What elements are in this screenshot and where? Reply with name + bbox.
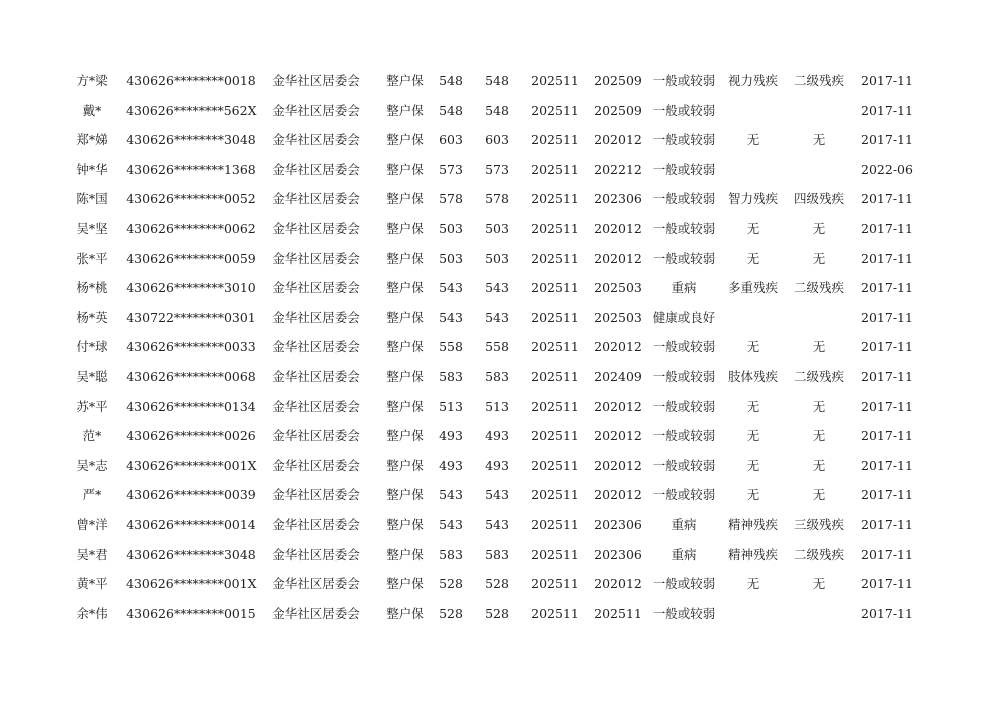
guarantee-type-cell: 整户保 <box>386 191 424 207</box>
period-cell: 202511 <box>531 102 579 118</box>
health-status-cell: 一般或较弱 <box>652 428 716 444</box>
start-period-cell: 202509 <box>594 102 642 118</box>
guarantee-type-cell: 整户保 <box>386 132 424 148</box>
start-period-cell: 202409 <box>594 369 642 384</box>
guarantee-type-cell: 整户保 <box>386 576 424 592</box>
guarantee-type-cell: 整户保 <box>386 102 424 118</box>
amount-cell: 558 <box>439 339 463 355</box>
id-number-cell: 430626********0134 <box>126 398 256 414</box>
disability-type-cell: 智力残疾 <box>727 191 778 207</box>
period-cell: 202511 <box>531 576 579 592</box>
name-cell: 方*梁 <box>76 73 108 88</box>
table-row <box>0 602 1000 626</box>
start-period-cell: 202012 <box>594 487 642 503</box>
amount-cell: 528 <box>439 605 463 621</box>
name-cell: 付*球 <box>76 339 108 355</box>
date-cell: 2017-11 <box>861 398 913 414</box>
health-status-cell: 一般或较弱 <box>652 161 716 177</box>
name-cell: 吴*坚 <box>76 221 108 236</box>
table-row <box>0 424 1000 448</box>
disability-level-cell: 二级残疾 <box>793 73 844 88</box>
id-number-cell: 430626********3048 <box>126 132 256 148</box>
disability-type-cell: 多重残疾 <box>727 280 778 296</box>
amount-total-cell: 528 <box>485 605 509 621</box>
disability-type-cell: 无 <box>746 428 760 444</box>
amount-total-cell: 548 <box>485 102 509 118</box>
period-cell: 202511 <box>531 339 579 355</box>
amount-total-cell: 583 <box>485 546 509 562</box>
disability-type-cell <box>723 306 783 330</box>
amount-cell: 513 <box>439 398 463 414</box>
disability-level-cell: 三级残疾 <box>793 517 844 532</box>
health-status-cell: 一般或较弱 <box>652 576 716 592</box>
table-row <box>0 365 1000 389</box>
period-cell: 202511 <box>531 517 579 532</box>
table-row <box>0 335 1000 359</box>
amount-cell: 548 <box>439 102 463 118</box>
id-number-cell: 430626********0014 <box>126 517 256 532</box>
community-cell: 金华社区居委会 <box>272 457 360 473</box>
date-cell: 2022-06 <box>861 161 913 177</box>
guarantee-type-cell: 整户保 <box>386 605 424 621</box>
community-cell: 金华社区居委会 <box>272 398 360 414</box>
health-status-cell: 一般或较弱 <box>652 221 716 236</box>
id-number-cell: 430626********0052 <box>126 191 256 207</box>
disability-type-cell: 无 <box>746 457 760 473</box>
disability-type-cell <box>723 99 783 123</box>
health-status-cell: 一般或较弱 <box>652 605 716 621</box>
disability-level-cell <box>788 306 850 330</box>
amount-total-cell: 548 <box>485 73 509 88</box>
name-cell: 陈*国 <box>76 191 108 207</box>
health-status-cell: 一般或较弱 <box>652 191 716 207</box>
amount-total-cell: 543 <box>485 517 509 532</box>
amount-total-cell: 603 <box>485 132 509 148</box>
amount-cell: 503 <box>439 250 463 266</box>
community-cell: 金华社区居委会 <box>272 546 360 562</box>
name-cell: 吴*志 <box>76 457 108 473</box>
amount-cell: 543 <box>439 280 463 296</box>
period-cell: 202511 <box>531 457 579 473</box>
start-period-cell: 202306 <box>594 517 642 532</box>
date-cell: 2017-11 <box>861 132 913 148</box>
community-cell: 金华社区居委会 <box>272 309 360 325</box>
table-row <box>0 306 1000 330</box>
table-row <box>0 187 1000 211</box>
period-cell: 202511 <box>531 221 579 236</box>
health-status-cell: 一般或较弱 <box>652 398 716 414</box>
health-status-cell: 一般或较弱 <box>652 369 716 384</box>
period-cell: 202511 <box>531 191 579 207</box>
amount-cell: 583 <box>439 546 463 562</box>
start-period-cell: 202012 <box>594 132 642 148</box>
name-cell: 曾*洋 <box>76 517 108 532</box>
period-cell: 202511 <box>531 161 579 177</box>
health-status-cell: 健康或良好 <box>652 309 716 325</box>
id-number-cell: 430626********001X <box>126 457 257 473</box>
guarantee-type-cell: 整户保 <box>386 487 424 503</box>
start-period-cell: 202012 <box>594 221 642 236</box>
amount-total-cell: 503 <box>485 250 509 266</box>
health-status-cell: 重病 <box>671 546 697 562</box>
amount-total-cell: 573 <box>485 161 509 177</box>
date-cell: 2017-11 <box>861 369 913 384</box>
guarantee-type-cell: 整户保 <box>386 309 424 325</box>
disability-level-cell: 无 <box>812 250 826 266</box>
id-number-cell: 430626********562X <box>126 102 257 118</box>
amount-total-cell: 558 <box>485 339 509 355</box>
start-period-cell: 202509 <box>594 73 642 88</box>
period-cell: 202511 <box>531 487 579 503</box>
table-row <box>0 158 1000 182</box>
amount-cell: 543 <box>439 309 463 325</box>
community-cell: 金华社区居委会 <box>272 605 360 621</box>
table-row <box>0 543 1000 567</box>
id-number-cell: 430626********3010 <box>126 280 256 296</box>
date-cell: 2017-11 <box>861 605 913 621</box>
disability-type-cell: 精神残疾 <box>727 517 778 532</box>
date-cell: 2017-11 <box>861 73 913 88</box>
amount-total-cell: 513 <box>485 398 509 414</box>
id-number-cell: 430626********001X <box>126 576 257 592</box>
disability-type-cell: 视力残疾 <box>727 73 778 88</box>
amount-cell: 573 <box>439 161 463 177</box>
health-status-cell: 重病 <box>671 280 697 296</box>
amount-total-cell: 493 <box>485 428 509 444</box>
disability-type-cell <box>723 602 783 626</box>
disability-level-cell <box>788 99 850 123</box>
date-cell: 2017-11 <box>861 309 913 325</box>
start-period-cell: 202012 <box>594 250 642 266</box>
name-cell: 黄*平 <box>76 576 108 592</box>
start-period-cell: 202306 <box>594 191 642 207</box>
period-cell: 202511 <box>531 605 579 621</box>
health-status-cell: 一般或较弱 <box>652 132 716 148</box>
guarantee-type-cell: 整户保 <box>386 369 424 384</box>
name-cell: 张*平 <box>76 250 108 266</box>
name-cell: 郑*娣 <box>76 132 108 148</box>
health-status-cell: 一般或较弱 <box>652 102 716 118</box>
period-cell: 202511 <box>531 398 579 414</box>
community-cell: 金华社区居委会 <box>272 221 360 236</box>
period-cell: 202511 <box>531 546 579 562</box>
start-period-cell: 202306 <box>594 546 642 562</box>
amount-total-cell: 543 <box>485 487 509 503</box>
id-number-cell: 430626********0062 <box>126 221 256 236</box>
disability-level-cell: 四级残疾 <box>793 191 844 207</box>
guarantee-type-cell: 整户保 <box>386 339 424 355</box>
date-cell: 2017-11 <box>861 428 913 444</box>
amount-total-cell: 493 <box>485 457 509 473</box>
community-cell: 金华社区居委会 <box>272 250 360 266</box>
name-cell: 严* <box>82 487 102 503</box>
disability-type-cell: 肢体残疾 <box>727 369 778 384</box>
period-cell: 202511 <box>531 250 579 266</box>
table-row <box>0 483 1000 507</box>
date-cell: 2017-11 <box>861 191 913 207</box>
amount-cell: 493 <box>439 428 463 444</box>
table-row <box>0 454 1000 478</box>
amount-total-cell: 528 <box>485 576 509 592</box>
community-cell: 金华社区居委会 <box>272 428 360 444</box>
table-row <box>0 572 1000 596</box>
table-row <box>0 69 1000 93</box>
name-cell: 戴* <box>82 102 102 118</box>
guarantee-type-cell: 整户保 <box>386 221 424 236</box>
health-status-cell: 一般或较弱 <box>652 487 716 503</box>
id-number-cell: 430626********0068 <box>126 369 256 384</box>
period-cell: 202511 <box>531 132 579 148</box>
start-period-cell: 202012 <box>594 339 642 355</box>
start-period-cell: 202503 <box>594 280 642 296</box>
table-row <box>0 247 1000 271</box>
guarantee-type-cell: 整户保 <box>386 428 424 444</box>
id-number-cell: 430626********0039 <box>126 487 256 503</box>
guarantee-type-cell: 整户保 <box>386 457 424 473</box>
disability-type-cell: 无 <box>746 132 760 148</box>
period-cell: 202511 <box>531 369 579 384</box>
disability-level-cell: 无 <box>812 339 826 355</box>
disability-level-cell <box>788 158 850 182</box>
date-cell: 2017-11 <box>861 546 913 562</box>
id-number-cell: 430626********0059 <box>126 250 256 266</box>
date-cell: 2017-11 <box>861 517 913 532</box>
date-cell: 2017-11 <box>861 221 913 236</box>
name-cell: 苏*平 <box>76 398 108 414</box>
amount-cell: 503 <box>439 221 463 236</box>
date-cell: 2017-11 <box>861 457 913 473</box>
disability-level-cell: 无 <box>812 398 826 414</box>
health-status-cell: 一般或较弱 <box>652 457 716 473</box>
amount-total-cell: 578 <box>485 191 509 207</box>
amount-total-cell: 543 <box>485 309 509 325</box>
disability-level-cell: 二级残疾 <box>793 546 844 562</box>
disability-type-cell: 无 <box>746 576 760 592</box>
name-cell: 吴*聪 <box>76 369 108 384</box>
amount-cell: 583 <box>439 369 463 384</box>
disability-type-cell: 无 <box>746 487 760 503</box>
amount-total-cell: 543 <box>485 280 509 296</box>
id-number-cell: 430722********0301 <box>126 309 256 325</box>
health-status-cell: 一般或较弱 <box>652 73 716 88</box>
community-cell: 金华社区居委会 <box>272 102 360 118</box>
amount-cell: 543 <box>439 487 463 503</box>
date-cell: 2017-11 <box>861 487 913 503</box>
id-number-cell: 430626********1368 <box>126 161 256 177</box>
date-cell: 2017-11 <box>861 339 913 355</box>
table-row <box>0 513 1000 537</box>
name-cell: 吴*君 <box>76 546 108 562</box>
date-cell: 2017-11 <box>861 576 913 592</box>
community-cell: 金华社区居委会 <box>272 576 360 592</box>
disability-level-cell: 无 <box>812 132 826 148</box>
table-row <box>0 276 1000 300</box>
guarantee-type-cell: 整户保 <box>386 517 424 532</box>
start-period-cell: 202511 <box>594 605 642 621</box>
name-cell: 杨*桃 <box>76 280 108 296</box>
start-period-cell: 202503 <box>594 309 642 325</box>
table-row <box>0 217 1000 241</box>
name-cell: 余*伟 <box>76 605 108 621</box>
id-number-cell: 430626********0015 <box>126 605 256 621</box>
disability-type-cell: 无 <box>746 339 760 355</box>
disability-type-cell: 无 <box>746 398 760 414</box>
amount-total-cell: 583 <box>485 369 509 384</box>
guarantee-type-cell: 整户保 <box>386 161 424 177</box>
community-cell: 金华社区居委会 <box>272 487 360 503</box>
amount-cell: 578 <box>439 191 463 207</box>
name-cell: 范* <box>82 428 102 444</box>
start-period-cell: 202012 <box>594 576 642 592</box>
guarantee-type-cell: 整户保 <box>386 280 424 296</box>
guarantee-type-cell: 整户保 <box>386 546 424 562</box>
table-row <box>0 395 1000 419</box>
start-period-cell: 202212 <box>594 161 642 177</box>
period-cell: 202511 <box>531 280 579 296</box>
disability-level-cell <box>788 602 850 626</box>
community-cell: 金华社区居委会 <box>272 161 360 177</box>
table-row <box>0 128 1000 152</box>
amount-cell: 543 <box>439 517 463 532</box>
id-number-cell: 430626********0026 <box>126 428 256 444</box>
amount-cell: 603 <box>439 132 463 148</box>
amount-cell: 548 <box>439 73 463 88</box>
community-cell: 金华社区居委会 <box>272 191 360 207</box>
disability-type-cell: 精神残疾 <box>727 546 778 562</box>
table-row <box>0 99 1000 123</box>
health-status-cell: 一般或较弱 <box>652 339 716 355</box>
amount-total-cell: 503 <box>485 221 509 236</box>
date-cell: 2017-11 <box>861 280 913 296</box>
disability-level-cell: 二级残疾 <box>793 280 844 296</box>
community-cell: 金华社区居委会 <box>272 280 360 296</box>
amount-cell: 493 <box>439 457 463 473</box>
guarantee-type-cell: 整户保 <box>386 73 424 88</box>
start-period-cell: 202012 <box>594 428 642 444</box>
disability-level-cell: 无 <box>812 221 826 236</box>
disability-level-cell: 无 <box>812 487 826 503</box>
disability-level-cell: 无 <box>812 576 826 592</box>
community-cell: 金华社区居委会 <box>272 132 360 148</box>
name-cell: 钟*华 <box>76 161 108 177</box>
date-cell: 2017-11 <box>861 250 913 266</box>
community-cell: 金华社区居委会 <box>272 369 360 384</box>
disability-type-cell <box>723 158 783 182</box>
disability-level-cell: 无 <box>812 428 826 444</box>
id-number-cell: 430626********0018 <box>126 73 256 88</box>
period-cell: 202511 <box>531 309 579 325</box>
health-status-cell: 重病 <box>671 517 697 532</box>
start-period-cell: 202012 <box>594 457 642 473</box>
period-cell: 202511 <box>531 428 579 444</box>
name-cell: 杨*英 <box>76 309 108 325</box>
start-period-cell: 202012 <box>594 398 642 414</box>
community-cell: 金华社区居委会 <box>272 339 360 355</box>
disability-type-cell: 无 <box>746 221 760 236</box>
community-cell: 金华社区居委会 <box>272 73 360 88</box>
disability-type-cell: 无 <box>746 250 760 266</box>
guarantee-type-cell: 整户保 <box>386 398 424 414</box>
period-cell: 202511 <box>531 73 579 88</box>
date-cell: 2017-11 <box>861 102 913 118</box>
health-status-cell: 一般或较弱 <box>652 250 716 266</box>
id-number-cell: 430626********3048 <box>126 546 256 562</box>
community-cell: 金华社区居委会 <box>272 517 360 532</box>
disability-level-cell: 无 <box>812 457 826 473</box>
guarantee-type-cell: 整户保 <box>386 250 424 266</box>
disability-level-cell: 二级残疾 <box>793 369 844 384</box>
amount-cell: 528 <box>439 576 463 592</box>
id-number-cell: 430626********0033 <box>126 339 256 355</box>
